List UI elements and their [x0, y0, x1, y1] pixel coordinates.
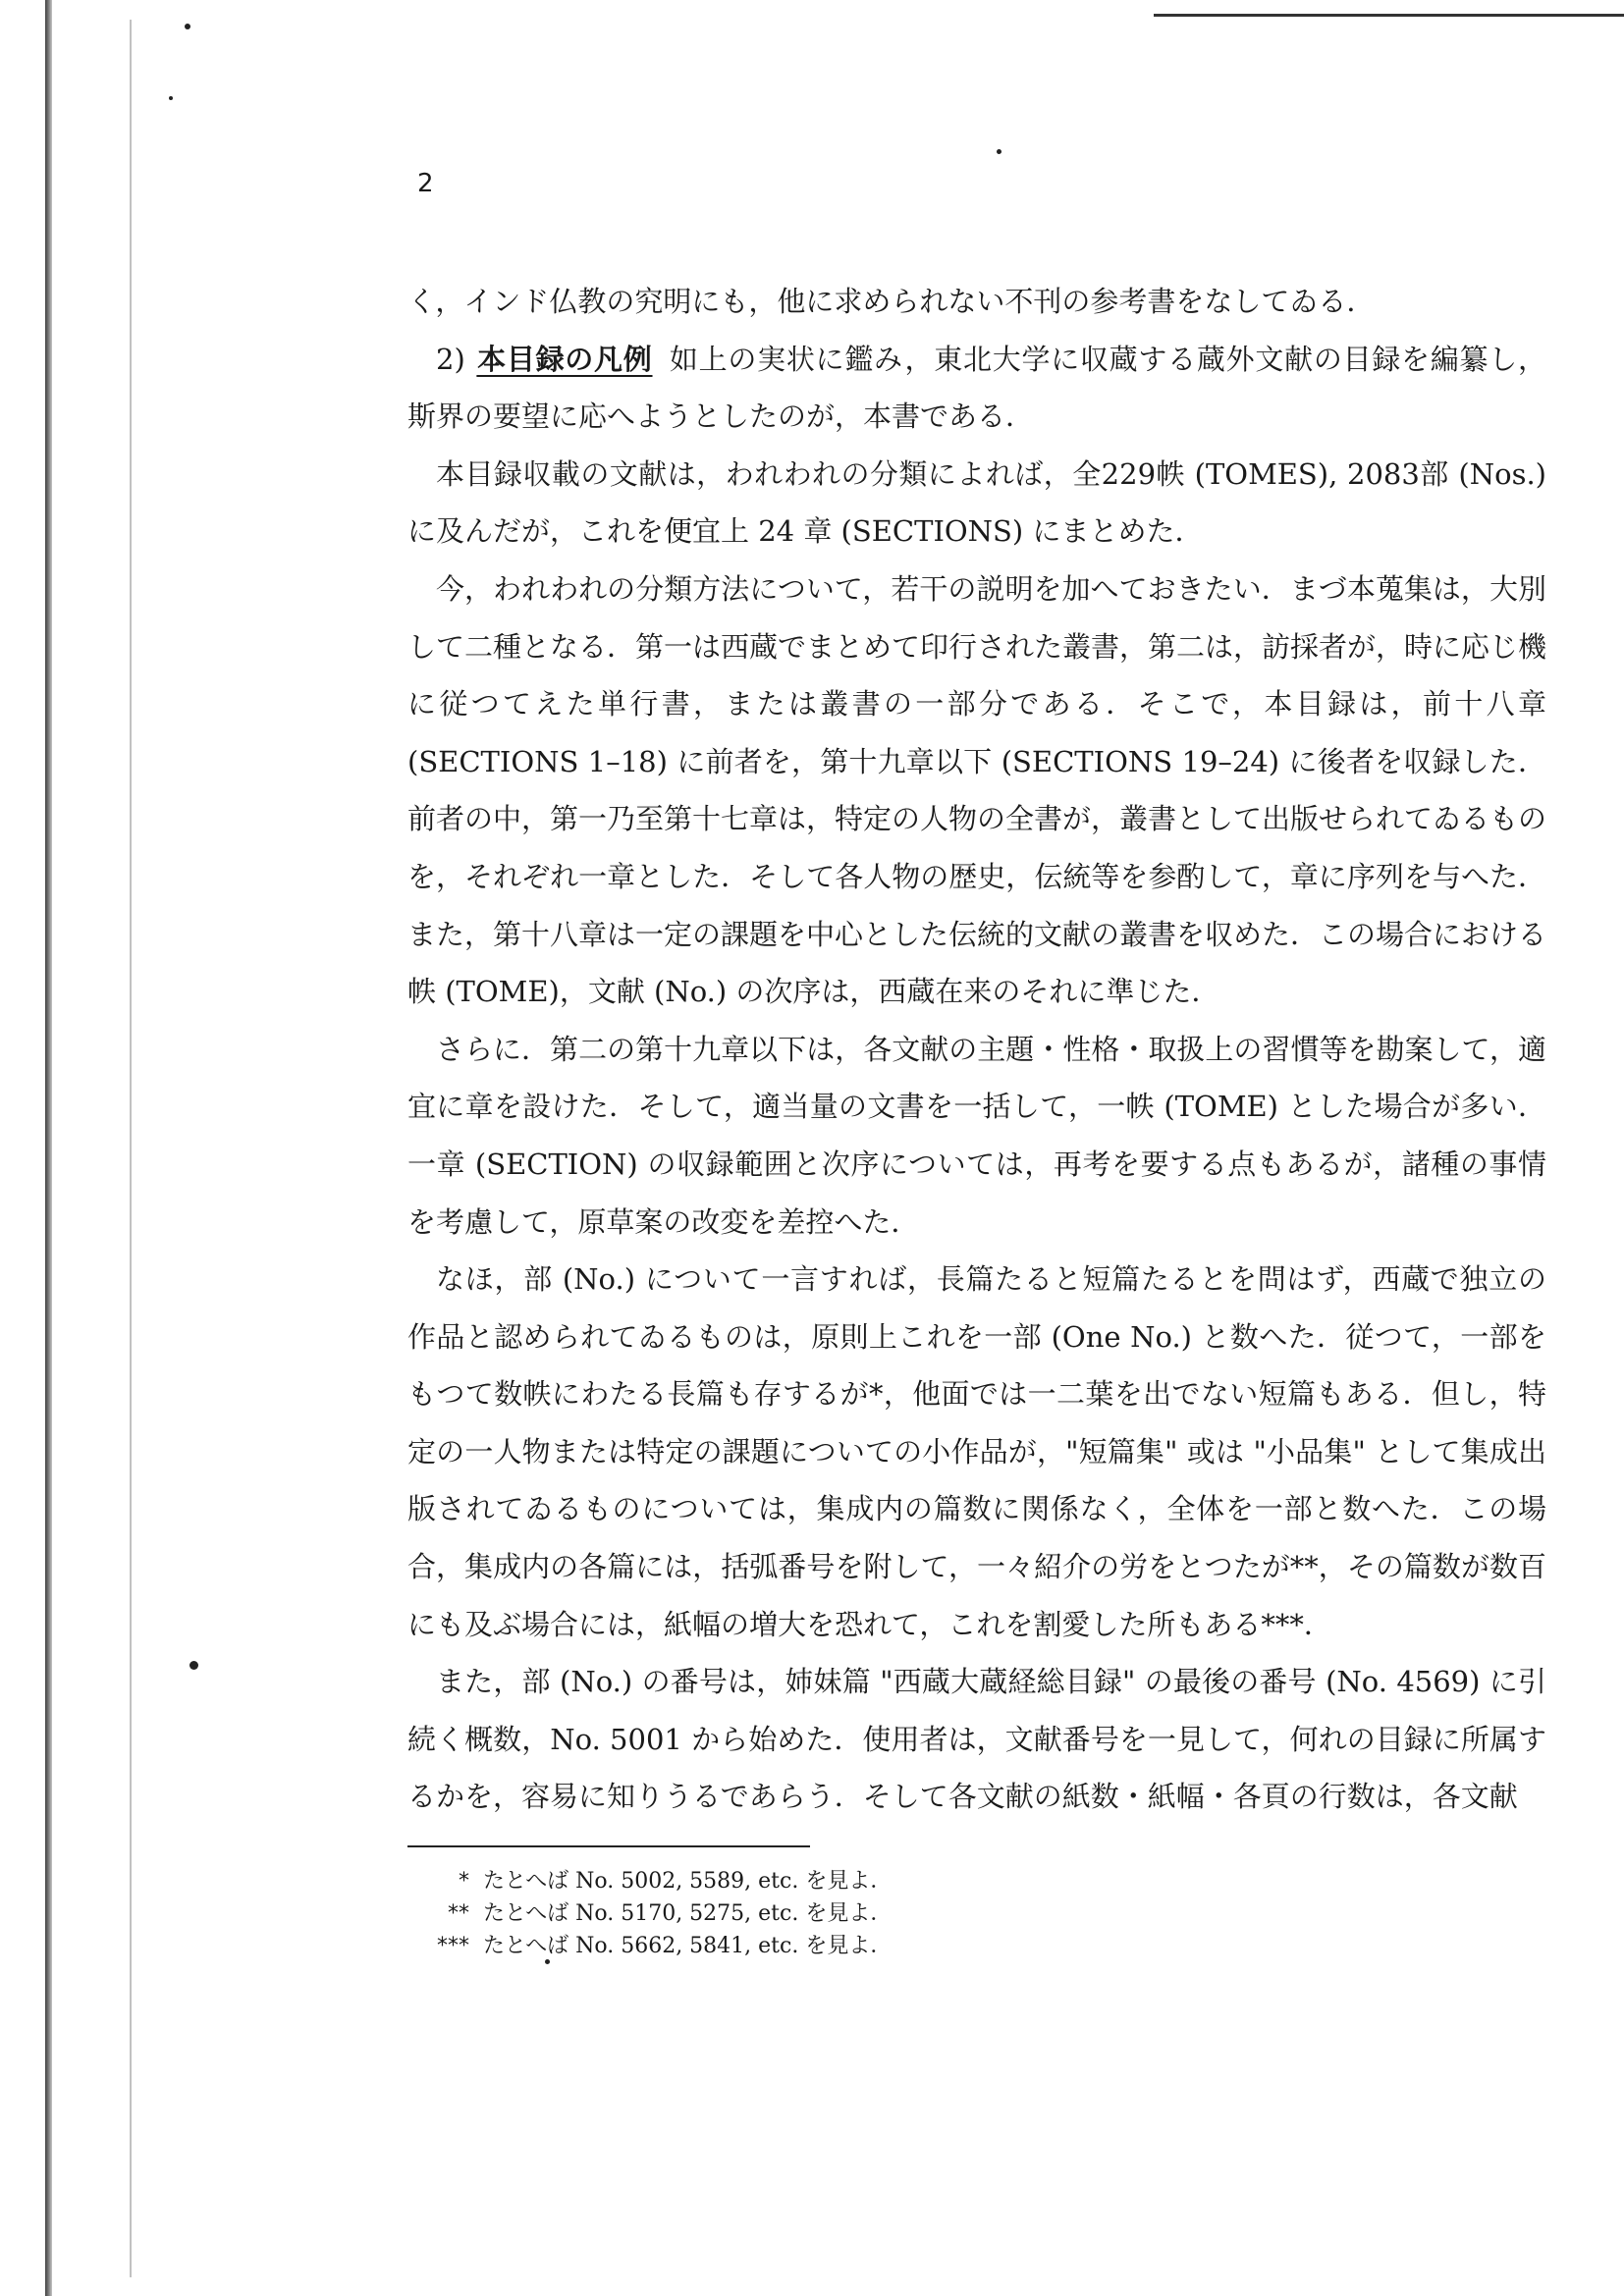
section-heading: 本目録の凡例 [476, 342, 653, 376]
paragraph-number-series: また，部 (No.) の番号は，姉妹篇 "西蔵大蔵経総目録" の最後の番号 (No. 4569) に引続く概数，No. 5001 から始めた．使用者は，文献番号を一見して，何れの目録に所属するかを，容易に知りうるであらう．そして各文献の紙数・紙幅・各頁の行数は，各文献 [407, 1665, 1546, 1814]
scan-binding-edge [45, 0, 52, 2296]
section-number: 2) [436, 342, 465, 376]
paragraph-continuation: く，インド仏教の究明にも，他に求められない不刊の参考書をなしてゐる． [407, 285, 1376, 318]
paragraph-section-2 [407, 331, 1546, 446]
footnote [432, 1930, 892, 1962]
scan-speck [169, 96, 173, 100]
footnote-mark: ** [448, 1901, 469, 1926]
body-text [407, 273, 1546, 1826]
paragraph-classification-method: 今，われわれの分類方法について，若干の説明を加へておきたい．まづ本蒐集は，大別して二種となる．第一は西蔵でまとめて印行された叢書，第二は，訪採者が，時に応じ機に従つてえた単行書，または叢書の一部分である．そこで，本目録は，前十八章 (SECTIONS 1–18) に前者を，第十九章以下 (SECTIONS 19–24) に後者を収録した．前者の中，第一乃至第十七章は，特定の人物の全書が，叢書として出版せられてゐるものを，それぞれ一章とした．そして各人物の歴史，伝統等を参酌して，章に序列を与へた．また，第十八章は一定の課題を中心とした伝統的文献の叢書を収めた．この場合における帙 (TOME)，文献 (No.) の次序は，西蔵在来のそれに準じた． [407, 571, 1547, 1009]
footnote-mark: *** [437, 1934, 469, 1958]
footnote-mark: * [459, 1869, 469, 1894]
footnotes [432, 1865, 892, 1962]
scan-speck [189, 1661, 198, 1670]
paragraph-catalog-scope: 本目録収載の文献は，われわれの分類によれば，全229帙 (TOMES), 2083部 (Nos.) に及んだが，これを便宜上 24 章 (SECTIONS) にまとめた． [407, 456, 1546, 549]
footnote [432, 1897, 892, 1930]
paragraph-numbering-units: なほ，部 (No.) について一言すれば，長篇たると短篇たるとを問はず，西蔵で独立の作品と認められてゐるものは，原則上これを一部 (One No.) と数へた．従つて，一部をもつて数帙にわたる長篇も存するが*，他面では一二葉を出でない短篇もある．但し，特定の一人物または特定の課題についての小作品が，"短篇集" 或は "小品集" として集成出版されてゐるものについては，集成内の篇数に関係なく，全体を一部と数へた．この場合，集成内の各篇には，括弧番号を附して，一々紹介の労をとつたが**，その篇数が数百にも及ぶ場合には，紙幅の増大を恐れて，これを割愛した所もある***． [407, 1262, 1546, 1641]
footnote-text: たとへば No. 5002, 5589, etc. を見よ． [483, 1869, 893, 1894]
footnote-divider [407, 1845, 810, 1847]
paragraph-sections-19-24: さらに．第二の第十九章以下は，各文献の主題・性格・取扱上の習慣等を勘案して，適宜に章を設けた．そして，適当量の文書を一括して，一帙 (TOME) とした場合が多い．一章 (SECTION) の収録範囲と次序については，再考を要する点もあるが，諸種の事情を考慮して，原草案の改変を差控へた． [407, 1032, 1546, 1239]
scan-speck [997, 149, 1001, 154]
scan-speck [185, 24, 190, 29]
scan-margin-line [130, 20, 132, 2277]
paragraph-text: 如上の実状に鑑み，東北大学に収蔵する蔵外文献の目録を編纂し，斯界の要望に応へようとしたのが，本書である． [407, 342, 1546, 434]
scan-top-rule [1154, 14, 1624, 17]
footnote-text: たとへば No. 5662, 5841, etc. を見よ． [483, 1934, 893, 1958]
footnote-text: たとへば No. 5170, 5275, etc. を見よ． [483, 1901, 893, 1926]
footnote [432, 1865, 892, 1897]
page-number: 2 [417, 169, 434, 198]
